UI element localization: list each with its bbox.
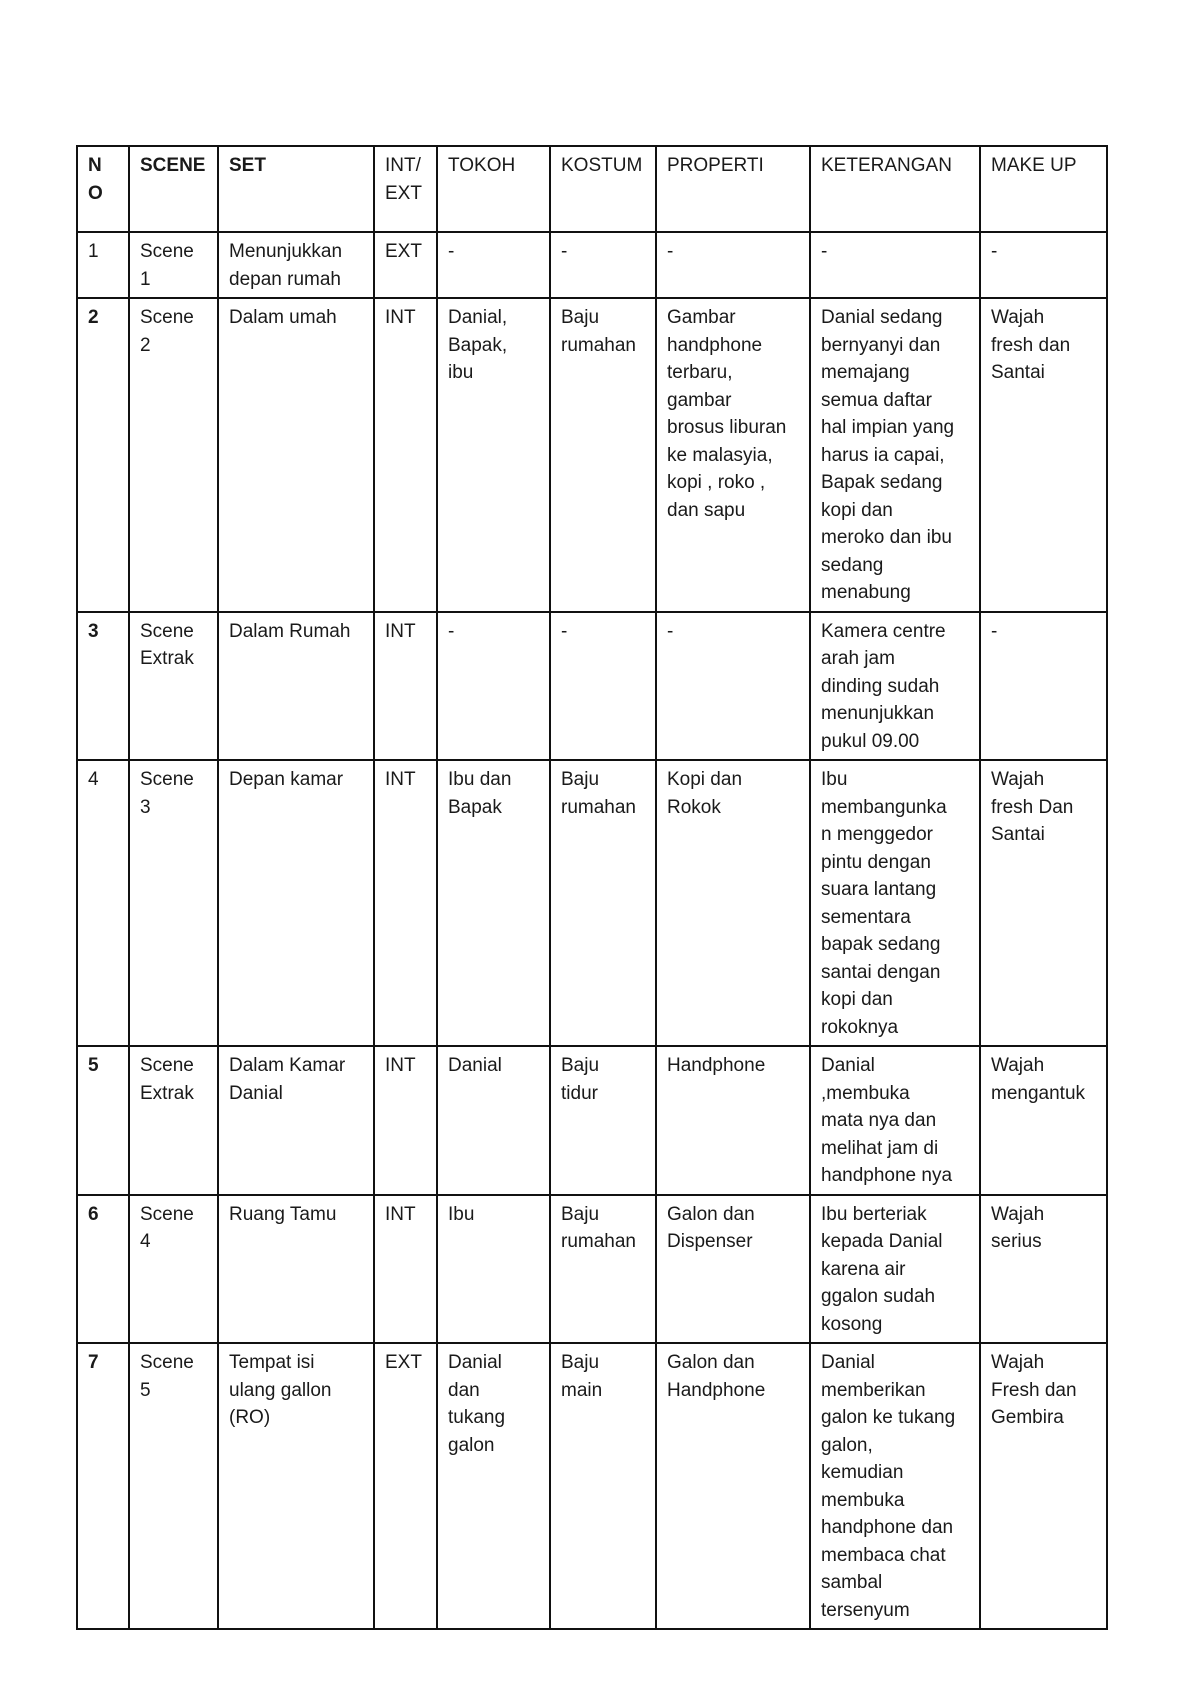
cell-set: Depan kamar — [218, 760, 374, 1046]
cell-make-up: Wajah fresh Dan Santai — [980, 760, 1107, 1046]
cell-scene: Scene Extrak — [129, 612, 218, 761]
cell-properti: Galon dan Dispenser — [656, 1195, 810, 1344]
table-row — [77, 298, 1107, 612]
header-properti: PROPERTI — [656, 146, 810, 232]
table-row — [77, 612, 1107, 761]
table-row — [77, 1343, 1107, 1629]
cell-properti: Kopi dan Rokok — [656, 760, 810, 1046]
cell-set: Dalam Kamar Danial — [218, 1046, 374, 1195]
cell-keterangan: Ibu membangunka n menggedor pintu dengan suara lantang sementara bapak sedang santai dengan kopi dan rokoknya — [810, 760, 980, 1046]
cell-no: 5 — [77, 1046, 129, 1195]
table-row — [77, 1046, 1107, 1195]
cell-properti: Gambar handphone terbaru, gambar brosus liburan ke malasyia, kopi , roko , dan sapu — [656, 298, 810, 612]
cell-keterangan: Danial ,membuka mata nya dan melihat jam di handphone nya — [810, 1046, 980, 1195]
cell-make-up: Wajah mengantuk — [980, 1046, 1107, 1195]
cell-scene: Scene 4 — [129, 1195, 218, 1344]
header-kostum: KOSTUM — [550, 146, 656, 232]
cell-tokoh: - — [437, 612, 550, 761]
header-int-ext: INT/ EXT — [374, 146, 437, 232]
cell-int-ext: INT — [374, 1046, 437, 1195]
cell-no: 1 — [77, 232, 129, 298]
cell-make-up: Wajah serius — [980, 1195, 1107, 1344]
cell-int-ext: EXT — [374, 232, 437, 298]
cell-properti: Galon dan Handphone — [656, 1343, 810, 1629]
cell-no: 6 — [77, 1195, 129, 1344]
cell-set: Dalam Rumah — [218, 612, 374, 761]
cell-tokoh: - — [437, 232, 550, 298]
cell-make-up: Wajah Fresh dan Gembira — [980, 1343, 1107, 1629]
cell-kostum: Baju rumahan — [550, 760, 656, 1046]
cell-scene: Scene 5 — [129, 1343, 218, 1629]
cell-no: 4 — [77, 760, 129, 1046]
header-tokoh: TOKOH — [437, 146, 550, 232]
cell-no: 2 — [77, 298, 129, 612]
cell-kostum: Baju main — [550, 1343, 656, 1629]
header-make-up: MAKE UP — [980, 146, 1107, 232]
cell-no: 3 — [77, 612, 129, 761]
cell-properti: - — [656, 232, 810, 298]
cell-int-ext: INT — [374, 1195, 437, 1344]
cell-keterangan: Danial sedang bernyanyi dan memajang semua daftar hal impian yang harus ia capai, Bapak sedang kopi dan meroko dan ibu sedang menabung — [810, 298, 980, 612]
cell-make-up: Wajah fresh dan Santai — [980, 298, 1107, 612]
header-no: N O — [77, 146, 129, 232]
table-row — [77, 1195, 1107, 1344]
cell-scene: Scene 3 — [129, 760, 218, 1046]
cell-int-ext: INT — [374, 612, 437, 761]
cell-int-ext: INT — [374, 760, 437, 1046]
cell-tokoh: Danial, Bapak, ibu — [437, 298, 550, 612]
cell-keterangan: Kamera centre arah jam dinding sudah menunjukkan pukul 09.00 — [810, 612, 980, 761]
cell-make-up: - — [980, 612, 1107, 761]
cell-set: Tempat isi ulang gallon (RO) — [218, 1343, 374, 1629]
table-row — [77, 760, 1107, 1046]
cell-tokoh: Ibu dan Bapak — [437, 760, 550, 1046]
cell-keterangan: Danial memberikan galon ke tukang galon, kemudian membuka handphone dan membaca chat sambal tersenyum — [810, 1343, 980, 1629]
cell-kostum: Baju rumahan — [550, 1195, 656, 1344]
cell-properti: - — [656, 612, 810, 761]
cell-properti: Handphone — [656, 1046, 810, 1195]
scene-breakdown-table — [76, 145, 1108, 1630]
cell-no: 7 — [77, 1343, 129, 1629]
cell-tokoh: Ibu — [437, 1195, 550, 1344]
cell-tokoh: Danial dan tukang galon — [437, 1343, 550, 1629]
header-set: SET — [218, 146, 374, 232]
cell-make-up: - — [980, 232, 1107, 298]
cell-set: Dalam umah — [218, 298, 374, 612]
cell-int-ext: INT — [374, 298, 437, 612]
cell-scene: Scene Extrak — [129, 1046, 218, 1195]
cell-kostum: - — [550, 612, 656, 761]
header-keterangan: KETERANGAN — [810, 146, 980, 232]
table-row — [77, 232, 1107, 298]
table-header-row — [77, 146, 1107, 232]
cell-set: Menunjukkan depan rumah — [218, 232, 374, 298]
cell-keterangan: - — [810, 232, 980, 298]
cell-scene: Scene 1 — [129, 232, 218, 298]
cell-kostum: Baju tidur — [550, 1046, 656, 1195]
cell-kostum: Baju rumahan — [550, 298, 656, 612]
cell-tokoh: Danial — [437, 1046, 550, 1195]
header-scene: SCENE — [129, 146, 218, 232]
cell-int-ext: EXT — [374, 1343, 437, 1629]
cell-scene: Scene 2 — [129, 298, 218, 612]
cell-keterangan: Ibu berteriak kepada Danial karena air ggalon sudah kosong — [810, 1195, 980, 1344]
cell-set: Ruang Tamu — [218, 1195, 374, 1344]
cell-kostum: - — [550, 232, 656, 298]
